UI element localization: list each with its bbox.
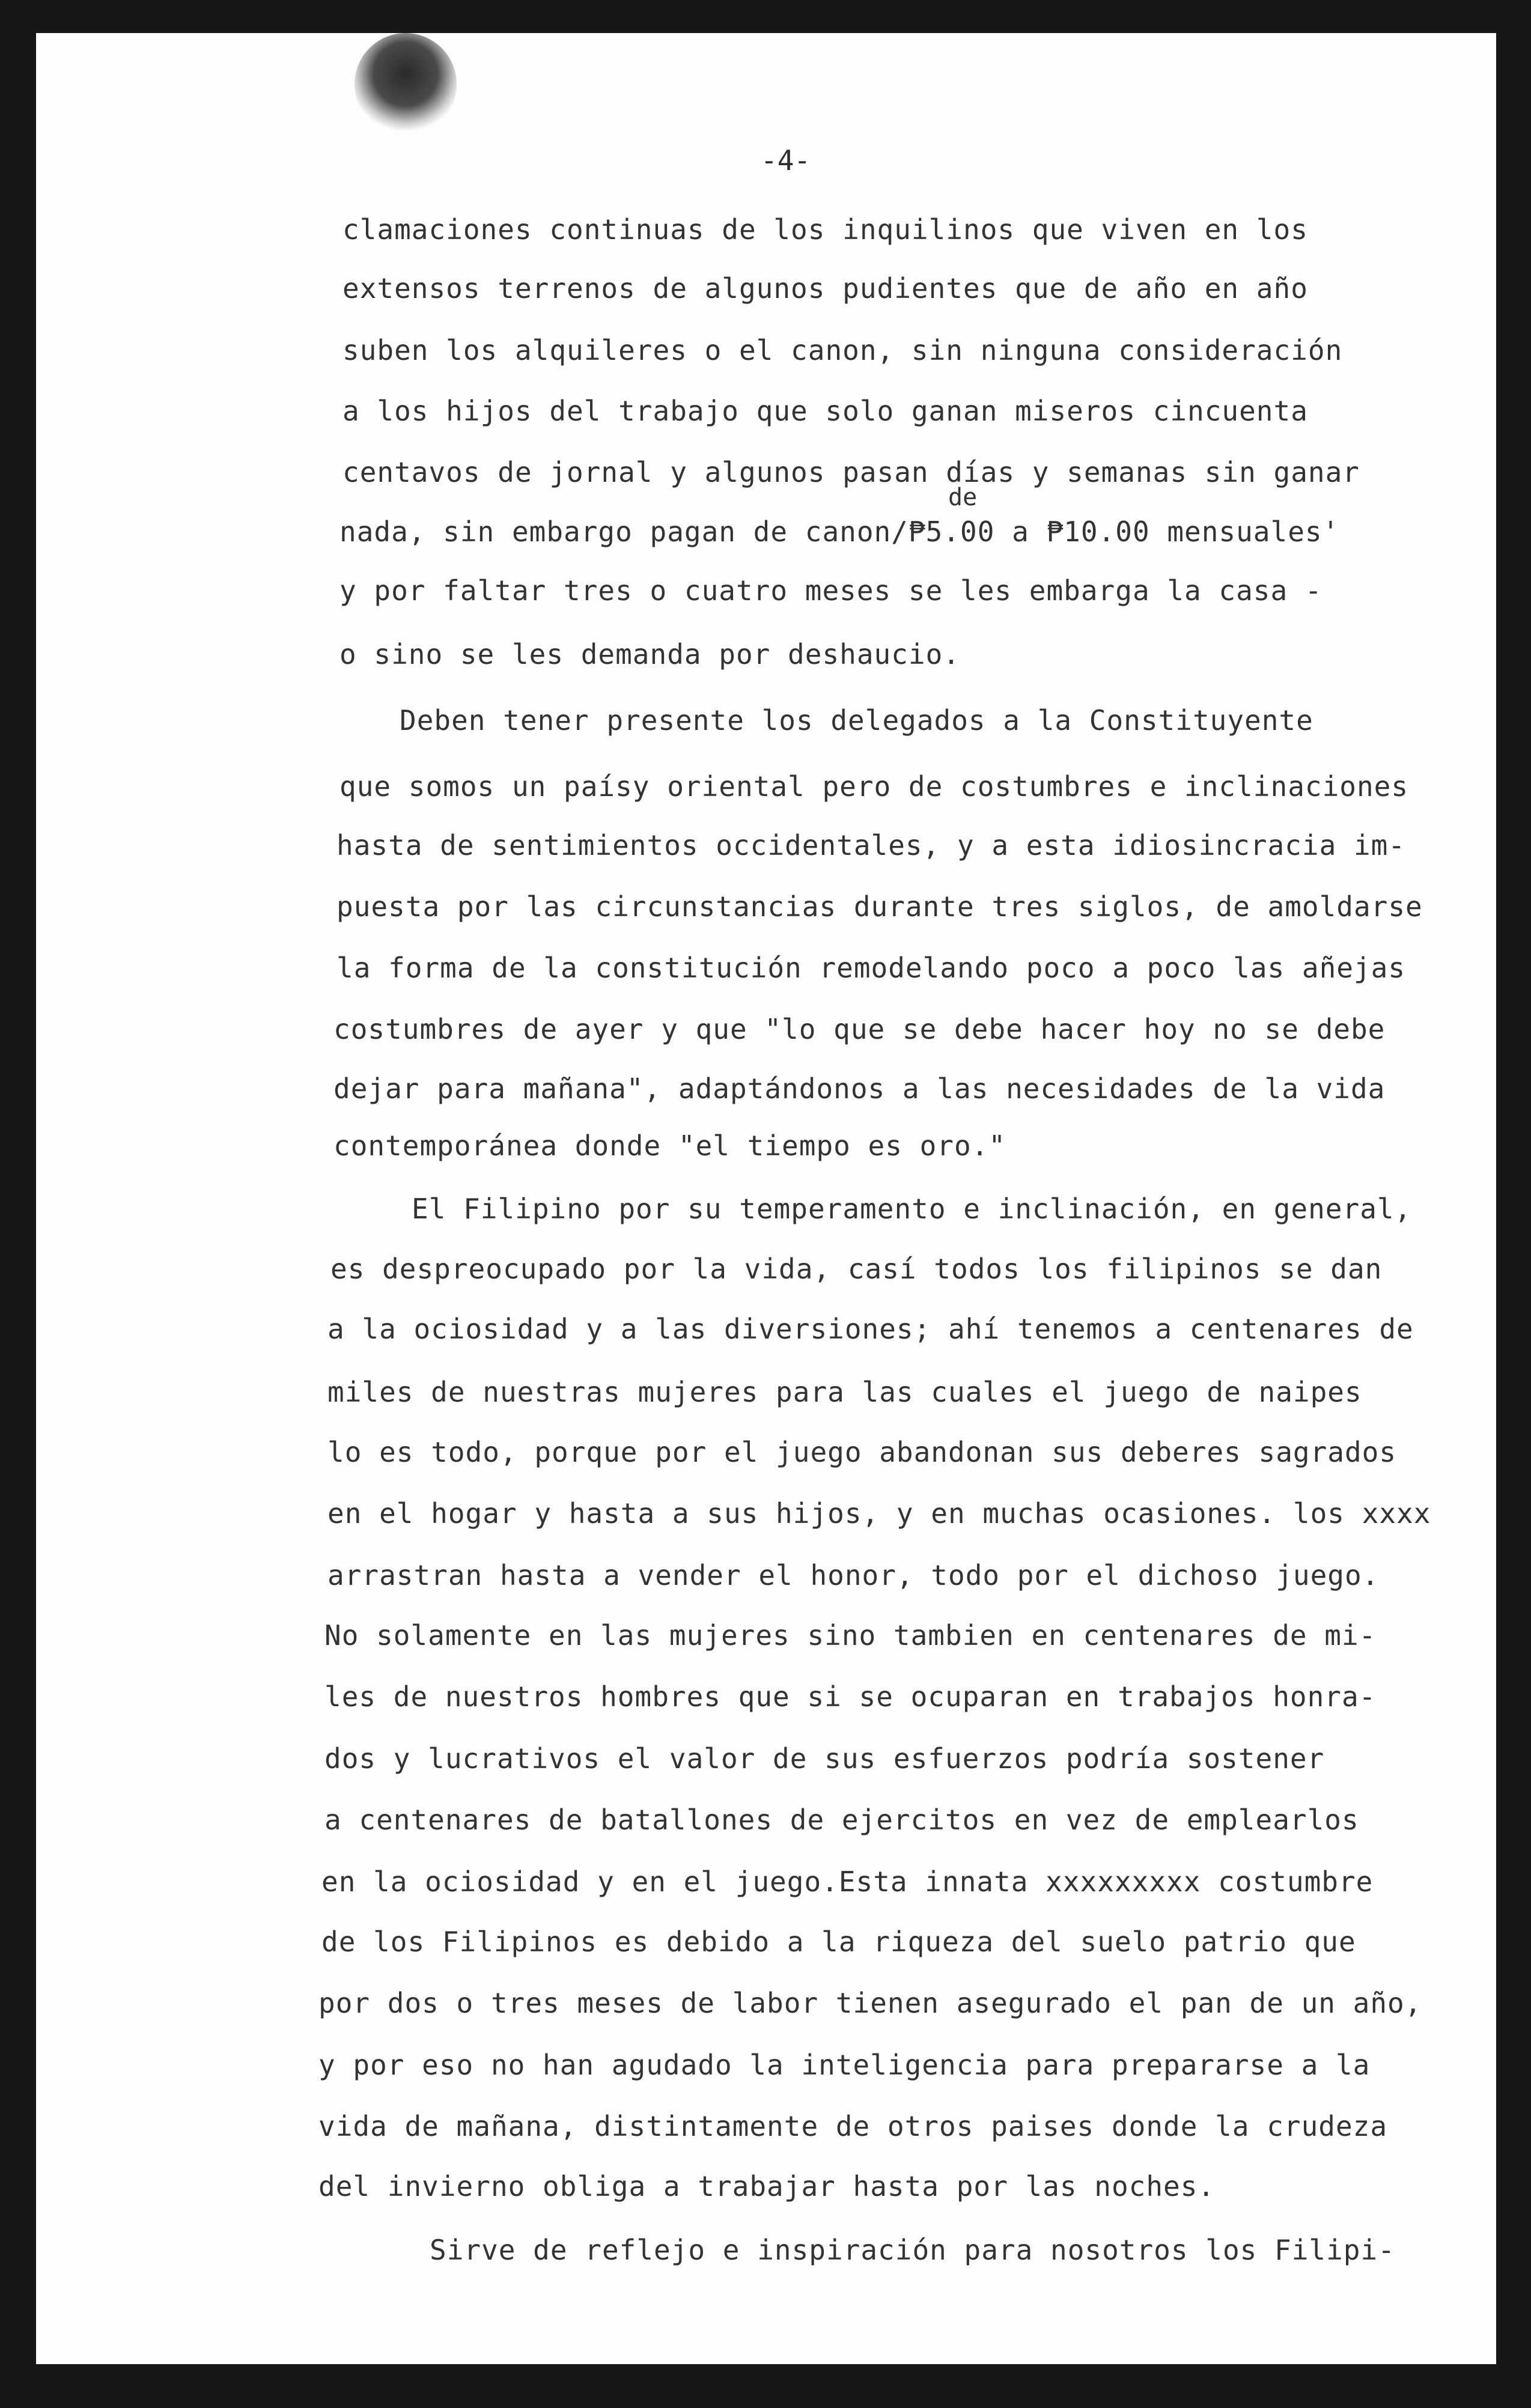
text-line: hasta de sentimientos occidentales, y a esta idiosincracia im- <box>336 829 1406 862</box>
text-line: y por faltar tres o cuatro meses se les embarga la casa - <box>339 574 1323 607</box>
text-line: Sirve de reflejo e inspiración para nosotros los Filipi- <box>430 2234 1395 2266</box>
text-line: clamaciones continuas de los inquilinos que viven en los <box>342 213 1308 246</box>
text-line: vida de mañana, distintamente de otros paises donde la crudeza <box>318 2110 1388 2142</box>
text-line: en el hogar y hasta a sus hijos, y en muchas ocasiones. los xxxx <box>327 1497 1431 1530</box>
text-line: es despreocupado por la vida, casí todos los filipinos se dan <box>330 1253 1383 1285</box>
text-line: El Filipino por su temperamento e inclinación, en general, <box>412 1193 1412 1225</box>
text-line: arrastran hasta a vender el honor, todo por el dichoso juego. <box>327 1559 1380 1592</box>
text-line: puesta por las circunstancias durante tres siglos, de amoldarse <box>336 890 1423 923</box>
text-line: contemporánea donde "el tiempo es oro." <box>333 1130 1006 1162</box>
text-line: lo es todo, porque por el juego abandonan sus deberes sagrados <box>327 1436 1397 1468</box>
text-line: en la ociosidad y en el juego.Esta innata xxxxxxxxx costumbre <box>321 1865 1374 1898</box>
text-line: nada, sin embargo pagan de canon/₱5.00 a ₱10.00 mensuales' <box>339 515 1340 548</box>
text-line: suben los alquileres o el canon, sin ninguna consideración <box>342 334 1343 366</box>
text-line: del invierno obliga a trabajar hasta por las noches. <box>318 2170 1216 2203</box>
text-line: la forma de la constitución remodelando poco a poco las añejas <box>336 952 1406 984</box>
text-line: miles de nuestras mujeres para las cuales el juego de naipes <box>327 1376 1362 1408</box>
text-line: Deben tener presente los delegados a la Constituyente <box>400 704 1313 737</box>
text-line: dos y lucrativos el valor de sus esfuerzos podría sostener <box>324 1742 1325 1775</box>
text-line: a los hijos del trabajo que solo ganan miseros cincuenta <box>342 395 1308 427</box>
text-line: dejar para mañana", adaptándonos a las necesidades de la vida <box>333 1072 1386 1105</box>
page-number: -4- <box>761 144 811 177</box>
text-line: extensos terrenos de algunos pudientes que de año en año <box>342 272 1308 305</box>
text-line: y por eso no han agudado la inteligencia para prepararse a la <box>318 2049 1371 2081</box>
text-line: o sino se les demanda por deshaucio. <box>339 638 960 670</box>
text-line: que somos un paísy oriental pero de costumbres e inclinaciones <box>339 770 1409 803</box>
text-line: No solamente en las mujeres sino tambien en centenares de mi- <box>324 1619 1377 1652</box>
text-line: les de nuestros hombres que si se ocuparan en trabajos honra- <box>324 1680 1377 1713</box>
text-line: costumbres de ayer y que "lo que se debe hacer hoy no se debe <box>333 1013 1386 1045</box>
text-line: de los Filipinos es debido a la riqueza del suelo patrio que <box>321 1926 1356 1958</box>
text-line: a centenares de batallones de ejercitos en vez de emplearlos <box>324 1804 1359 1836</box>
text-line: a la ociosidad y a las diversiones; ahí tenemos a centenares de <box>327 1313 1414 1345</box>
text-line: centavos de jornal y algunos pasan días y semanas sin ganar <box>342 456 1360 488</box>
torn-corner-mark <box>355 33 457 135</box>
interlinear-insertion: de <box>948 484 978 511</box>
text-line: por dos o tres meses de labor tienen asegurado el pan de un año, <box>318 1987 1422 2019</box>
